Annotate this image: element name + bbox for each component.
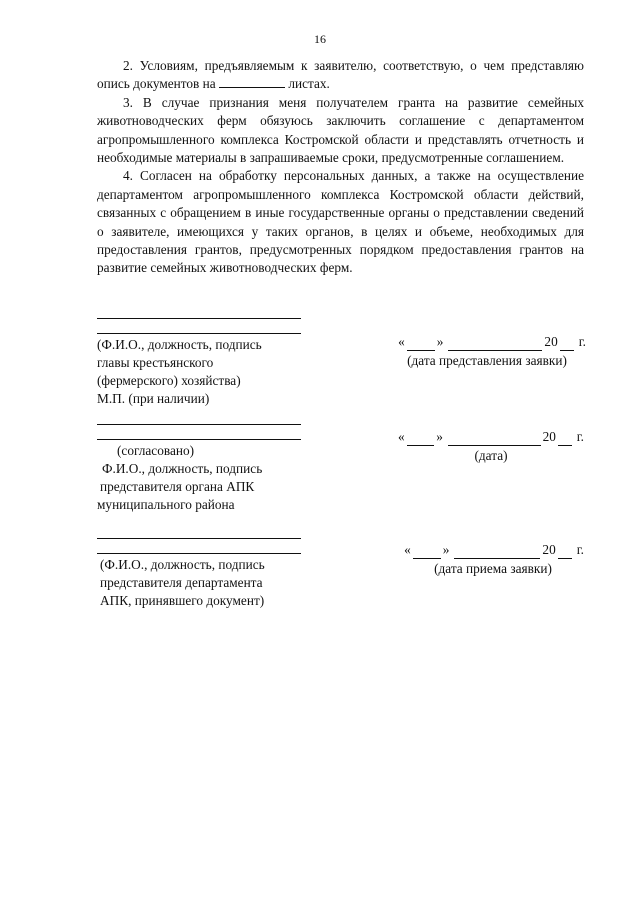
municipal-date-block [398,428,584,465]
date-row [398,428,584,446]
paragraph-2-tail: листах. [288,76,330,92]
close-quote: » [436,334,444,349]
paragraph-2 [97,57,584,94]
year-blank [558,546,572,559]
year-suffix: г. [576,542,584,557]
signature-line [97,318,301,319]
signature-caption-line: муниципального района [97,497,235,512]
date-row [388,333,586,351]
year-suffix: г. [576,429,584,444]
department-date-block [402,541,584,578]
year-prefix: 20 [544,334,558,349]
signature-caption-line: АПК, принявшего документ) [100,593,265,608]
date-caption: (дата) [474,448,508,463]
year-prefix: 20 [542,429,556,444]
day-blank [413,546,441,559]
paragraph-2-text: 2. Условиям, предъявляемым к заявителю, соответствую, о чем представляю опись документов на [97,58,584,92]
date-caption: (дата представления заявки) [407,353,567,368]
day-blank [407,433,435,446]
open-quote: « [398,334,405,349]
open-quote: « [404,542,411,557]
date-caption: (дата приема заявки) [434,561,552,576]
month-blank [448,433,541,446]
department-signature-block [97,538,307,610]
paragraph-4: 4. Согласен на обработку персональных данных, а также на осуществление департаментом агропромышленного комплекса Костромской области действий, связанных с обращением в иные государственные органы о представлении сведений о заявителе, имеющихся у таких органов, в целях и объеме, необходимых для предоставления грантов, предусмотренных порядком предоставления грантов на развитие семейных животноводческих ферм. [97,168,584,276]
page-number: 16 [314,32,326,46]
paragraph-3: 3. В случае признания меня получателем гранта на развитие семейных животноводческих ферм обязуюсь заключить соглашение с департаментом агропромышленного комплекса Костромской области и представлять отчетность и необходимые материалы в запрашиваемые сроки, предусмотренные соглашением. [97,94,584,166]
signature-caption-line: представителя департамента [100,575,263,590]
signature-caption-line: (согласовано) [117,443,195,458]
year-blank [558,433,572,446]
open-quote: « [398,429,405,444]
document-body [97,57,584,278]
close-quote: » [442,542,450,557]
municipal-signature-block [97,424,307,514]
year-prefix: 20 [542,542,556,557]
day-blank [407,338,435,351]
date-row [402,541,584,559]
signature-caption-line: (фермерского) хозяйства) [97,373,241,388]
applicant-date-block [388,333,586,370]
signature-line [97,538,301,539]
signature-caption-line: (Ф.И.О., должность, подпись [100,557,265,572]
signature-caption-line: главы крестьянского [97,355,214,370]
year-blank [560,338,574,351]
signature-line [97,424,301,425]
applicant-signature-block [97,318,307,408]
sheet-count-blank [219,75,285,88]
signature-caption-line: (Ф.И.О., должность, подпись [97,337,262,352]
signature-caption-line: представителя органа АПК [100,479,255,494]
signature-line [97,553,301,554]
signature-line [97,439,301,440]
signature-line [97,333,301,334]
signature-caption-line: Ф.И.О., должность, подпись [102,461,263,476]
close-quote: » [436,429,443,444]
month-blank [448,338,542,351]
signature-caption-line: М.П. (при наличии) [97,391,210,406]
year-suffix: г. [578,334,586,349]
month-blank [454,546,540,559]
